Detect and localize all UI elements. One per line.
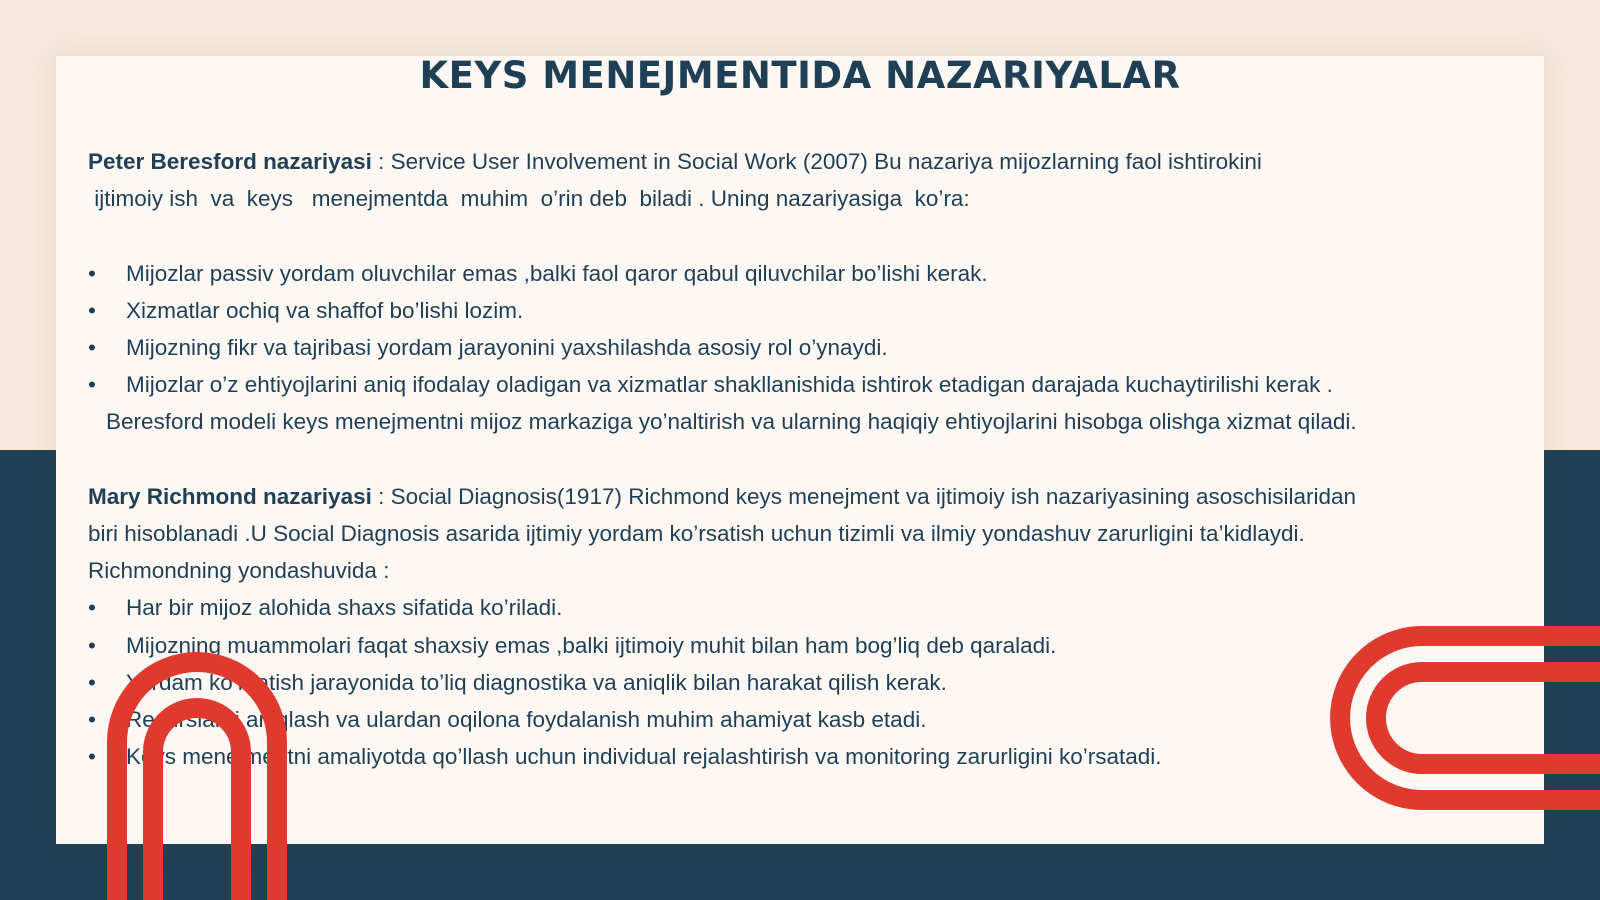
beresford-conclusion: Beresford modeli keys menejmentni mijoz markaziga yo’naltirish va ularning haqiqiy ehtiyojlarini hisobga olishga xizmat qiladi. xyxy=(106,409,1357,435)
richmond-intro xyxy=(88,478,1508,515)
list-item: • Xizmatlar ochiq va shaffof bo’lishi lozim. xyxy=(88,292,1508,329)
richmond-intro-line-2: biri hisoblanadi .U Social Diagnosis asarida ijtimiy yordam ko’rsatish uchun tizimli va ilmiy yondashuv zarurligini ta’kidlaydi. xyxy=(88,521,1305,546)
list-item: • Keys menejmentni amaliyotda qo’llash uchun individual rejalashtirish va monitoring zarurligini ko’rsatadi. xyxy=(88,738,1508,775)
richmond-heading: Mary Richmond nazariyasi xyxy=(88,483,372,509)
spacer xyxy=(88,441,1508,478)
list-item: • Mijozning muammolari faqat shaxsiy emas ,balki ijtimoiy muhit bilan ham bog’liq deb qaraladi. xyxy=(88,627,1508,664)
list-item: • Mijozlar passiv yordam oluvchilar emas ,balki faol qaror qabul qiluvchilar bo’lishi kerak. xyxy=(88,255,1508,292)
list-item: • Mijozlar o’z ehtiyojlarini aniq ifodalay oladigan va xizmatlar shakllanishida ishtirok etadigan darajada kuchaytirilishi kerak . xyxy=(88,366,1508,403)
list-item: • Resurslarni aniqlash va ulardan oqilona foydalanish muhim ahamiyat kasb etadi. xyxy=(88,701,1508,738)
list-item: • Har bir mijoz alohida shaxs sifatida ko’riladi. xyxy=(88,589,1508,626)
slide-body xyxy=(88,143,1508,775)
beresford-intro-line-1: : Service User Involvement in Social Work (2007) Bu nazariya mijozlarning faol ishtirokini xyxy=(371,149,1262,174)
beresford-bullet-list xyxy=(88,255,1508,404)
spacer xyxy=(88,217,1508,254)
beresford-heading: Peter Beresford nazariyasi xyxy=(88,149,372,174)
richmond-intro-line-3: Richmondning yondashuvida : xyxy=(88,558,390,584)
richmond-bullet-list xyxy=(88,589,1508,775)
beresford-intro xyxy=(88,143,1508,180)
slide-title: KEYS MENEJMENTIDA NAZARIYALAR xyxy=(419,54,1181,97)
beresford-intro-line-2: ijtimoiy ish va keys menejmentda muhim o’rin deb biladi . Uning nazariyasiga ko’ra: xyxy=(88,186,970,212)
list-item: • Yordam ko’rsatish jarayonida to’liq diagnostika va aniqlik bilan harakat qilish kerak. xyxy=(88,664,1508,701)
list-item: • Mijozning fikr va tajribasi yordam jarayonini yaxshilashda asosiy rol o’ynaydi. xyxy=(88,329,1508,366)
richmond-intro-line-1: : Social Diagnosis(1917) Richmond keys menejment va ijtimoiy ish nazariyasining asoschisilaridan xyxy=(371,483,1357,509)
